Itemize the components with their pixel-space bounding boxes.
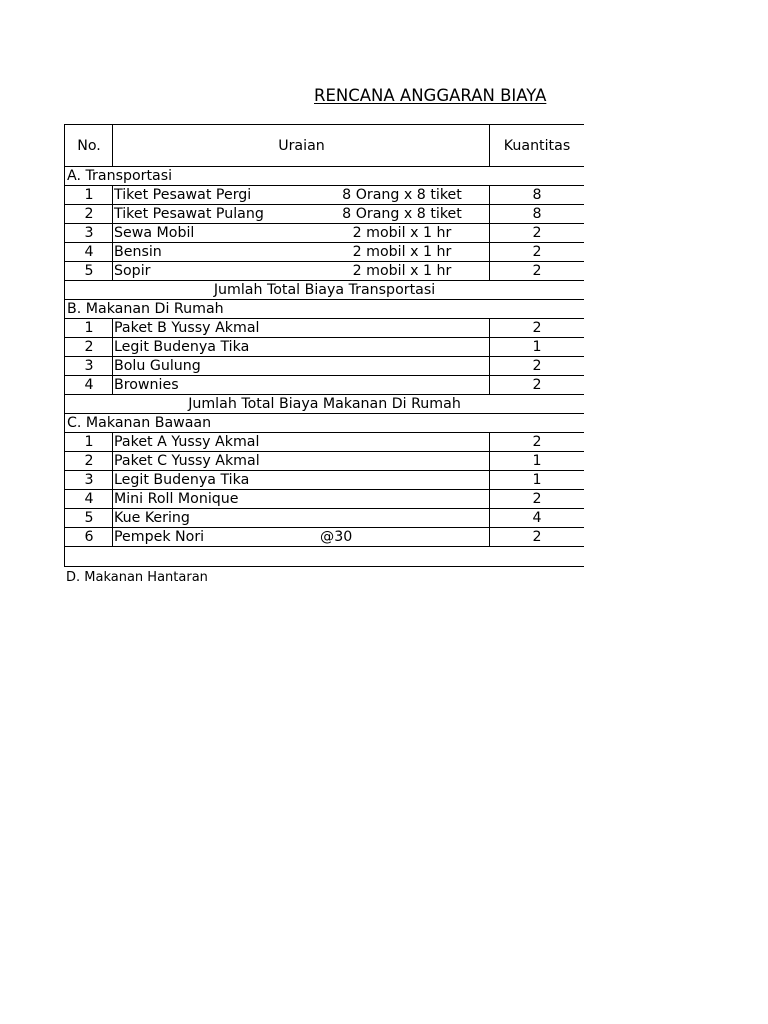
table-row: [64, 319, 584, 338]
section-a-total: Jumlah Total Biaya Transportasi: [64, 281, 584, 300]
row-qty: 8: [489, 205, 584, 224]
row-qty: 2: [489, 433, 584, 452]
table-row: [64, 205, 584, 224]
header-kuantitas: Kuantitas: [489, 125, 584, 167]
row-desc: Bolu Gulung: [112, 357, 490, 376]
row-no: 3: [64, 357, 113, 376]
row-desc: Legit Budenya Tika: [112, 471, 490, 490]
row-detail: 2 mobil x 1 hr: [352, 244, 452, 260]
row-no: 4: [64, 243, 113, 262]
empty-row: [64, 547, 584, 567]
row-detail: 2 mobil x 1 hr: [352, 225, 452, 241]
section-b-total: Jumlah Total Biaya Makanan Di Rumah: [64, 395, 584, 414]
section-b-title: B. Makanan Di Rumah: [64, 300, 584, 319]
row-no: 4: [64, 490, 113, 509]
row-qty: 8: [489, 186, 584, 205]
row-no: 1: [64, 319, 113, 338]
row-desc: Bensin: [112, 243, 490, 262]
table-row: [64, 224, 584, 243]
row-no: 1: [64, 186, 113, 205]
row-qty: 2: [489, 243, 584, 262]
row-desc: Kue Kering: [112, 509, 490, 528]
row-no: 3: [64, 471, 113, 490]
table-row: [64, 509, 584, 528]
row-no: 1: [64, 433, 113, 452]
row-qty: 2: [489, 357, 584, 376]
row-qty: 2: [489, 224, 584, 243]
table-row: [64, 433, 584, 452]
row-qty: 2: [489, 528, 584, 547]
row-desc: Brownies: [112, 376, 490, 395]
row-no: 3: [64, 224, 113, 243]
row-qty: 2: [489, 262, 584, 281]
table-row: [64, 262, 584, 281]
row-detail: 2 mobil x 1 hr: [352, 263, 452, 279]
table-row: [64, 338, 584, 357]
row-desc: Tiket Pesawat Pergi: [112, 186, 490, 205]
header-no: No.: [64, 125, 113, 167]
row-detail: 8 Orang x 8 tiket: [342, 206, 462, 222]
table-row: [64, 471, 584, 490]
table-row: [64, 452, 584, 471]
table-row: [64, 186, 584, 205]
section-d-label: D. Makanan Hantaran: [66, 570, 208, 585]
row-desc: Paket A Yussy Akmal: [112, 433, 490, 452]
row-desc: Sopir: [112, 262, 490, 281]
row-no: 2: [64, 452, 113, 471]
table-row: [64, 357, 584, 376]
row-no: 4: [64, 376, 113, 395]
row-note: @30: [320, 529, 353, 545]
row-desc: Legit Budenya Tika: [112, 338, 490, 357]
row-desc: Paket C Yussy Akmal: [112, 452, 490, 471]
row-desc: Mini Roll Monique: [112, 490, 490, 509]
row-no: 2: [64, 205, 113, 224]
row-desc: Tiket Pesawat Pulang: [112, 205, 490, 224]
row-desc: Sewa Mobil: [112, 224, 490, 243]
section-a-title: A. Transportasi: [64, 167, 584, 186]
row-desc: Pempek Nori: [112, 528, 490, 547]
row-qty: 2: [489, 376, 584, 395]
row-qty: 4: [489, 509, 584, 528]
table-header: [64, 124, 584, 167]
table-row: [64, 376, 584, 395]
table-row: [64, 528, 584, 547]
row-no: 2: [64, 338, 113, 357]
row-qty: 2: [489, 490, 584, 509]
row-no: 6: [64, 528, 113, 547]
row-qty: 1: [489, 471, 584, 490]
section-c-title: C. Makanan Bawaan: [64, 414, 584, 433]
document-title: RENCANA ANGGARAN BIAYA: [314, 86, 547, 105]
budget-table: [64, 124, 584, 584]
row-qty: 2: [489, 319, 584, 338]
table-row: [64, 243, 584, 262]
row-no: 5: [64, 509, 113, 528]
row-qty: 1: [489, 338, 584, 357]
row-detail: 8 Orang x 8 tiket: [342, 187, 462, 203]
header-uraian: Uraian: [112, 125, 490, 167]
table-row: [64, 490, 584, 509]
row-qty: 1: [489, 452, 584, 471]
row-desc: Paket B Yussy Akmal: [112, 319, 490, 338]
row-no: 5: [64, 262, 113, 281]
